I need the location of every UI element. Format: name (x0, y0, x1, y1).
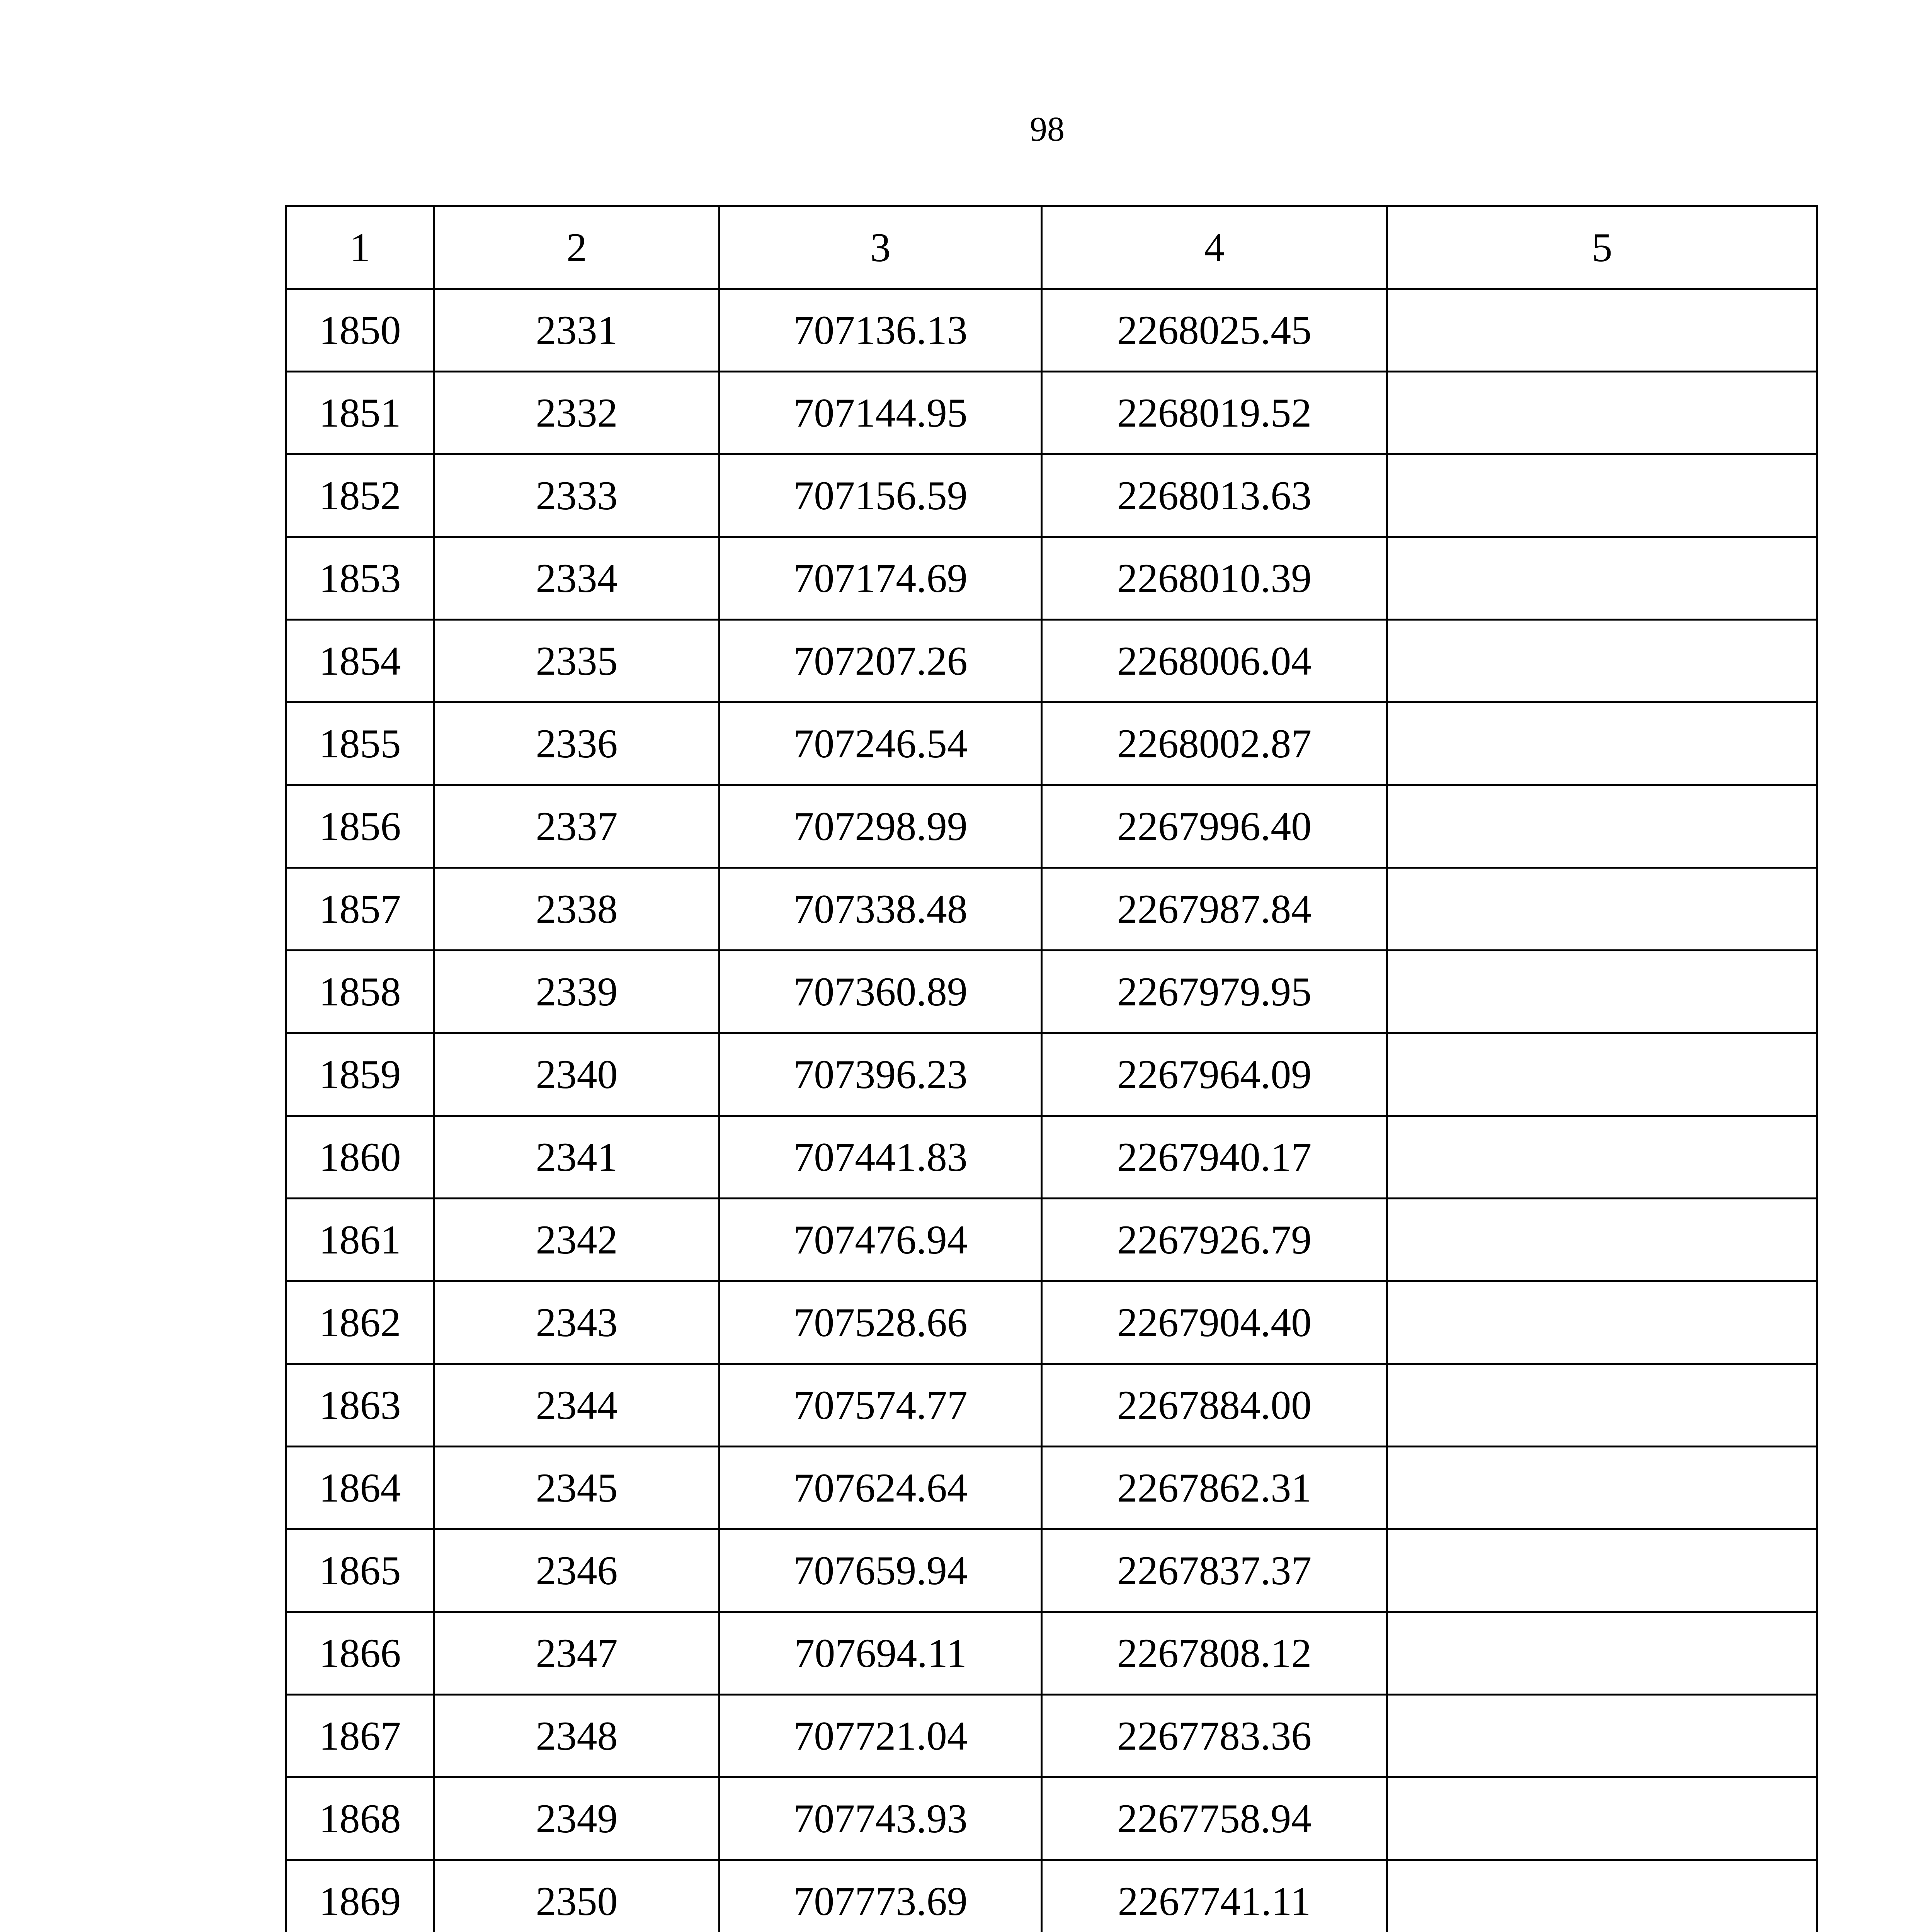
table-row (286, 1199, 1817, 1281)
point-number-cell: 2340 (434, 1033, 720, 1116)
row-number-cell: 1855 (286, 702, 434, 785)
point-number-cell: 2341 (434, 1116, 720, 1199)
table-row (286, 1116, 1817, 1199)
note-cell (1387, 1033, 1817, 1116)
table-row (286, 1033, 1817, 1116)
y-coordinate-cell: 2268010.39 (1042, 537, 1387, 620)
note-cell (1387, 454, 1817, 537)
y-coordinate-cell: 2267940.17 (1042, 1116, 1387, 1199)
table-row (286, 1364, 1817, 1447)
row-number-cell: 1867 (286, 1695, 434, 1777)
table-row (286, 868, 1817, 951)
note-cell (1387, 537, 1817, 620)
y-coordinate-cell: 2267987.84 (1042, 868, 1387, 951)
point-number-cell: 2335 (434, 620, 720, 702)
note-cell (1387, 1612, 1817, 1695)
x-coordinate-cell: 707476.94 (720, 1199, 1042, 1281)
note-cell (1387, 372, 1817, 454)
x-coordinate-cell: 707574.77 (720, 1364, 1042, 1447)
y-coordinate-cell: 2267862.31 (1042, 1447, 1387, 1529)
table-row (286, 1777, 1817, 1860)
x-coordinate-cell: 707156.59 (720, 454, 1042, 537)
row-number-cell: 1863 (286, 1364, 434, 1447)
row-number-cell: 1850 (286, 289, 434, 372)
table-row (286, 951, 1817, 1033)
table-row (286, 537, 1817, 620)
column-header: 3 (720, 206, 1042, 289)
y-coordinate-cell: 2267808.12 (1042, 1612, 1387, 1695)
table-row (286, 702, 1817, 785)
x-coordinate-cell: 707743.93 (720, 1777, 1042, 1860)
row-number-cell: 1857 (286, 868, 434, 951)
y-coordinate-cell: 2267837.37 (1042, 1529, 1387, 1612)
note-cell (1387, 1860, 1817, 1932)
x-coordinate-cell: 707773.69 (720, 1860, 1042, 1932)
x-coordinate-cell: 707298.99 (720, 785, 1042, 868)
x-coordinate-cell: 707246.54 (720, 702, 1042, 785)
point-number-cell: 2349 (434, 1777, 720, 1860)
table-row (286, 785, 1817, 868)
y-coordinate-cell: 2267964.09 (1042, 1033, 1387, 1116)
table-row (286, 454, 1817, 537)
column-header: 2 (434, 206, 720, 289)
row-number-cell: 1853 (286, 537, 434, 620)
point-number-cell: 2346 (434, 1529, 720, 1612)
row-number-cell: 1856 (286, 785, 434, 868)
y-coordinate-cell: 2268013.63 (1042, 454, 1387, 537)
point-number-cell: 2343 (434, 1281, 720, 1364)
row-number-cell: 1868 (286, 1777, 434, 1860)
point-number-cell: 2332 (434, 372, 720, 454)
x-coordinate-cell: 707528.66 (720, 1281, 1042, 1364)
row-number-cell: 1862 (286, 1281, 434, 1364)
note-cell (1387, 702, 1817, 785)
note-cell (1387, 1364, 1817, 1447)
y-coordinate-cell: 2267783.36 (1042, 1695, 1387, 1777)
table-row (286, 1612, 1817, 1695)
point-number-cell: 2345 (434, 1447, 720, 1529)
x-coordinate-cell: 707721.04 (720, 1695, 1042, 1777)
point-number-cell: 2344 (434, 1364, 720, 1447)
point-number-cell: 2334 (434, 537, 720, 620)
row-number-cell: 1866 (286, 1612, 434, 1695)
point-number-cell: 2339 (434, 951, 720, 1033)
row-number-cell: 1851 (286, 372, 434, 454)
row-number-cell: 1854 (286, 620, 434, 702)
x-coordinate-cell: 707441.83 (720, 1116, 1042, 1199)
note-cell (1387, 1695, 1817, 1777)
point-number-cell: 2342 (434, 1199, 720, 1281)
x-coordinate-cell: 707207.26 (720, 620, 1042, 702)
y-coordinate-cell: 2267904.40 (1042, 1281, 1387, 1364)
row-number-cell: 1858 (286, 951, 434, 1033)
row-number-cell: 1861 (286, 1199, 434, 1281)
y-coordinate-cell: 2267884.00 (1042, 1364, 1387, 1447)
note-cell (1387, 1199, 1817, 1281)
table-row (286, 1529, 1817, 1612)
point-number-cell: 2337 (434, 785, 720, 868)
column-header: 5 (1387, 206, 1817, 289)
y-coordinate-cell: 2267926.79 (1042, 1199, 1387, 1281)
x-coordinate-cell: 707136.13 (720, 289, 1042, 372)
row-number-cell: 1852 (286, 454, 434, 537)
y-coordinate-cell: 2267758.94 (1042, 1777, 1387, 1860)
table-row (286, 1860, 1817, 1932)
column-header: 1 (286, 206, 434, 289)
note-cell (1387, 951, 1817, 1033)
table-body (286, 206, 1817, 1932)
row-number-cell: 1865 (286, 1529, 434, 1612)
point-number-cell: 2348 (434, 1695, 720, 1777)
note-cell (1387, 785, 1817, 868)
point-number-cell: 2336 (434, 702, 720, 785)
note-cell (1387, 1281, 1817, 1364)
point-number-cell: 2333 (434, 454, 720, 537)
note-cell (1387, 1116, 1817, 1199)
table-row (286, 1281, 1817, 1364)
y-coordinate-cell: 2267741.11 (1042, 1860, 1387, 1932)
note-cell (1387, 1447, 1817, 1529)
x-coordinate-cell: 707338.48 (720, 868, 1042, 951)
note-cell (1387, 1529, 1817, 1612)
page-number: 98 (1030, 110, 1065, 148)
note-cell (1387, 289, 1817, 372)
point-number-cell: 2331 (434, 289, 720, 372)
x-coordinate-cell: 707396.23 (720, 1033, 1042, 1116)
point-number-cell: 2350 (434, 1860, 720, 1932)
column-header: 4 (1042, 206, 1387, 289)
y-coordinate-cell: 2268006.04 (1042, 620, 1387, 702)
x-coordinate-cell: 707360.89 (720, 951, 1042, 1033)
row-number-cell: 1860 (286, 1116, 434, 1199)
table-row (286, 620, 1817, 702)
row-number-cell: 1859 (286, 1033, 434, 1116)
table-row (286, 1695, 1817, 1777)
x-coordinate-cell: 707624.64 (720, 1447, 1042, 1529)
y-coordinate-cell: 2268019.52 (1042, 372, 1387, 454)
note-cell (1387, 620, 1817, 702)
row-number-cell: 1869 (286, 1860, 434, 1932)
point-number-cell: 2338 (434, 868, 720, 951)
y-coordinate-cell: 2268025.45 (1042, 289, 1387, 372)
table-row (286, 372, 1817, 454)
row-number-cell: 1864 (286, 1447, 434, 1529)
note-cell (1387, 868, 1817, 951)
table-row (286, 1447, 1817, 1529)
point-number-cell: 2347 (434, 1612, 720, 1695)
y-coordinate-cell: 2267979.95 (1042, 951, 1387, 1033)
coordinates-table (285, 205, 1818, 1932)
x-coordinate-cell: 707694.11 (720, 1612, 1042, 1695)
x-coordinate-cell: 707144.95 (720, 372, 1042, 454)
table-row (286, 289, 1817, 372)
x-coordinate-cell: 707174.69 (720, 537, 1042, 620)
x-coordinate-cell: 707659.94 (720, 1529, 1042, 1612)
y-coordinate-cell: 2267996.40 (1042, 785, 1387, 868)
note-cell (1387, 1777, 1817, 1860)
table-header-row (286, 206, 1817, 289)
y-coordinate-cell: 2268002.87 (1042, 702, 1387, 785)
